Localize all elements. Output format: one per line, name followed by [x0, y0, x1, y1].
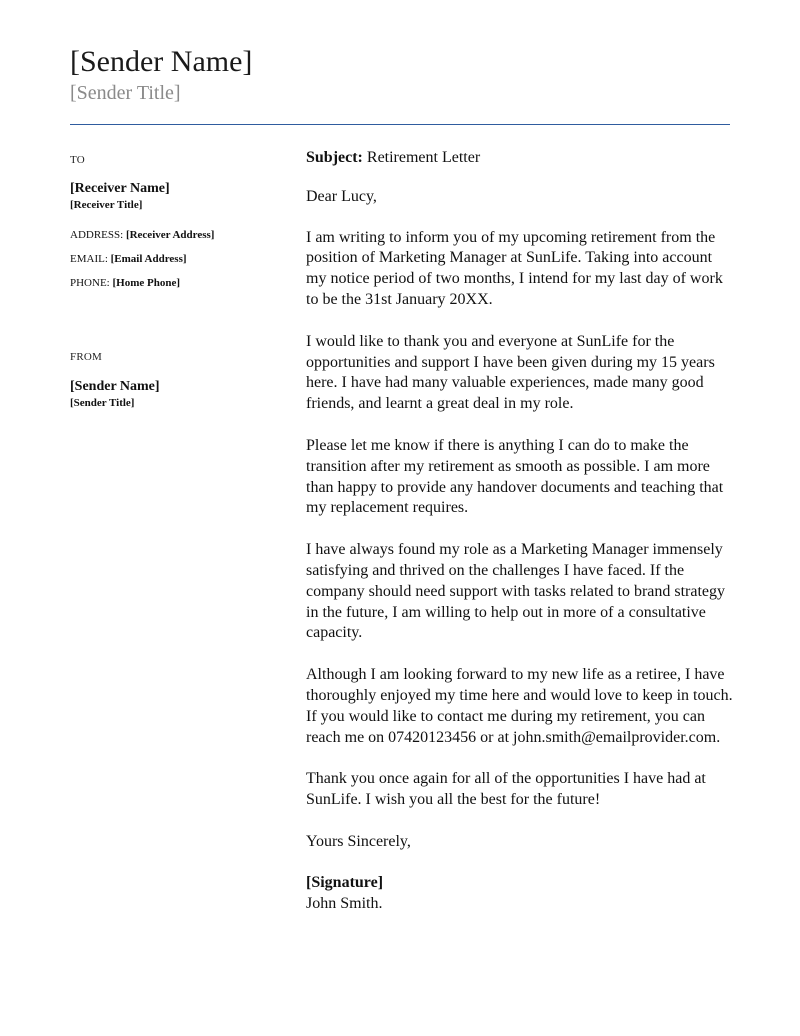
body-paragraph: I would like to thank you and everyone at SunLife for the opportunities and support I have been given during my 15 years here. I have had many valuable experiences, made many good friends, and learnt a great deal in my role.: [306, 332, 715, 413]
salutation: Dear Lucy,: [306, 187, 377, 205]
signer-name: John Smith.: [306, 894, 383, 912]
address-line: [70, 228, 285, 242]
from-label: FROM: [70, 351, 102, 363]
header-divider: [70, 124, 730, 125]
phone-label: PHONE:: [70, 277, 110, 289]
phone-line: [70, 276, 285, 290]
closing: Yours Sincerely,: [306, 832, 411, 850]
subject-value: Retirement Letter: [366, 149, 481, 166]
signature: [Signature]: [306, 873, 384, 891]
address-value: [Receiver Address]: [125, 229, 215, 241]
to-label: TO: [70, 154, 85, 166]
sidebar-sender-name: [Sender Name]: [70, 379, 160, 394]
receiver-name: [Receiver Name]: [70, 181, 170, 196]
header-sender-name: [Sender Name]: [70, 45, 253, 78]
header-sender-title: [Sender Title]: [70, 82, 181, 104]
letter-header: [70, 44, 252, 105]
subject-label: Subject:: [306, 149, 363, 166]
body-paragraph: I have always found my role as a Marketing Manager immensely satisfying and thrived on the challenges I have faced. If the company should need support with tasks related to brand strategy in the future, I am willing to help out in more of a consultative capacity.: [306, 541, 726, 642]
email-line: [70, 252, 285, 266]
address-label: ADDRESS:: [70, 229, 124, 241]
address-sidebar: [70, 150, 285, 410]
receiver-title: [Receiver Title]: [70, 199, 143, 211]
subject-line: [306, 148, 736, 169]
body-paragraph: Although I am looking forward to my new life as a retiree, I have thoroughly enjoyed my time here and would love to keep in touch. If you would like to contact me during my retirement, you can reach me on 07420123456 or at john.smith@emailprovider.com.: [306, 666, 733, 746]
sidebar-sender-title: [Sender Title]: [70, 397, 135, 409]
email-label: EMAIL:: [70, 253, 108, 265]
letter-body: [306, 148, 736, 914]
body-paragraph: I am writing to inform you of my upcoming retirement from the position of Marketing Manager at SunLife. Taking into account my notice period of two months, I intend for my last day of work to be the 31st January 20XX.: [306, 228, 723, 308]
phone-value: [Home Phone]: [112, 277, 180, 289]
body-paragraph: Thank you once again for all of the opportunities I have had at SunLife. I wish you all the best for the future!: [306, 770, 706, 809]
body-paragraph: Please let me know if there is anything I can do to make the transition after my retirement as smooth as possible. I am more than happy to provide any handover documents and teaching that my replacement requires.: [306, 436, 724, 517]
email-value: [Email Address]: [110, 253, 187, 265]
